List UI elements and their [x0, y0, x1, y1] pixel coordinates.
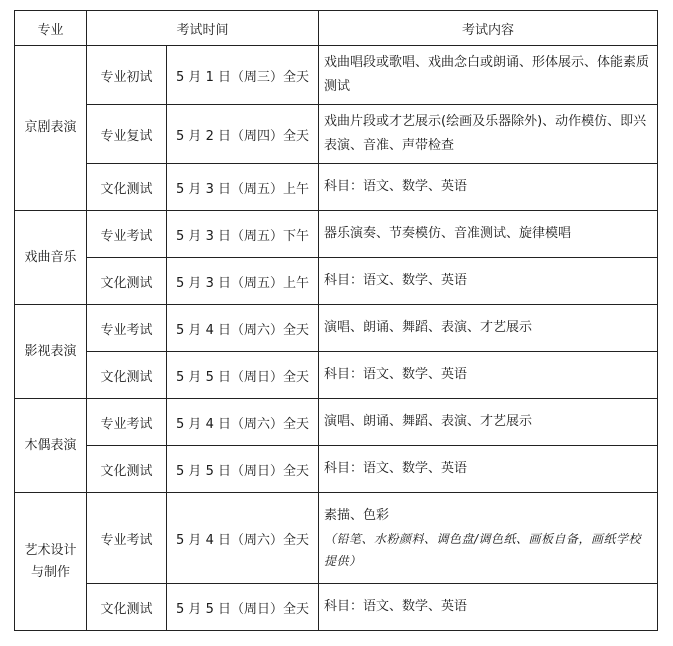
major-cell: 戏曲音乐 — [15, 211, 87, 305]
exam-time-cell: 5 月 4 日（周六）全天 — [167, 493, 319, 584]
table-row — [15, 584, 658, 631]
exam-type-cell: 文化测试 — [87, 446, 167, 493]
exam-content-cell: 器乐演奏、节奏模仿、音准测试、旋律模唱 — [319, 211, 658, 258]
exam-time-cell: 5 月 4 日（周六）全天 — [167, 305, 319, 352]
header-time: 考试时间 — [87, 11, 319, 46]
exam-type-cell: 文化测试 — [87, 258, 167, 305]
exam-type-cell: 文化测试 — [87, 352, 167, 399]
exam-content-cell — [319, 493, 658, 584]
exam-time-cell: 5 月 3 日（周五）下午 — [167, 211, 319, 258]
exam-time-cell: 5 月 5 日（周日）全天 — [167, 584, 319, 631]
exam-time-cell: 5 月 5 日（周日）全天 — [167, 446, 319, 493]
exam-type-cell: 专业考试 — [87, 305, 167, 352]
major-line-2: 与制作 — [30, 564, 70, 580]
exam-type-cell: 文化测试 — [87, 584, 167, 631]
table-row — [15, 305, 658, 352]
exam-content-cell: 戏曲唱段或歌唱、戏曲念白或朗诵、形体展示、体能素质测试 — [319, 46, 658, 105]
exam-content-cell: 科目：语文、数学、英语 — [319, 164, 658, 211]
major-cell — [15, 493, 87, 631]
exam-type-cell: 专业考试 — [87, 493, 167, 584]
exam-type-cell: 专业初试 — [87, 46, 167, 105]
exam-time-cell: 5 月 2 日（周四）全天 — [167, 105, 319, 164]
exam-type-cell: 专业考试 — [87, 211, 167, 258]
major-line-1: 艺术设计 — [24, 542, 77, 558]
exam-content-cell: 科目：语文、数学、英语 — [319, 584, 658, 631]
header-major: 专业 — [15, 11, 87, 46]
exam-content-cell: 演唱、朗诵、舞蹈、表演、才艺展示 — [319, 305, 658, 352]
table-row — [15, 211, 658, 258]
table-row — [15, 258, 658, 305]
table-row — [15, 105, 658, 164]
table-row — [15, 446, 658, 493]
exam-type-cell: 专业考试 — [87, 399, 167, 446]
exam-type-cell: 专业复试 — [87, 105, 167, 164]
table-row — [15, 399, 658, 446]
exam-time-cell: 5 月 5 日（周日）全天 — [167, 352, 319, 399]
exam-content-cell: 科目：语文、数学、英语 — [319, 352, 658, 399]
major-cell: 影视表演 — [15, 305, 87, 399]
table-row — [15, 352, 658, 399]
major-cell: 京剧表演 — [15, 46, 87, 211]
exam-content-cell: 科目：语文、数学、英语 — [319, 258, 658, 305]
table-row — [15, 46, 658, 105]
content-main: 素描、色彩 — [324, 508, 390, 523]
exam-content-cell: 科目：语文、数学、英语 — [319, 446, 658, 493]
exam-type-cell: 文化测试 — [87, 164, 167, 211]
exam-time-cell: 5 月 1 日（周三）全天 — [167, 46, 319, 105]
table-row — [15, 493, 658, 584]
exam-time-cell: 5 月 4 日（周六）全天 — [167, 399, 319, 446]
header-row — [15, 11, 658, 46]
exam-time-cell: 5 月 3 日（周五）上午 — [167, 164, 319, 211]
materials-note: （铅笔、水粉颜料、调色盘/调色纸、画板自备，画纸学校提供） — [324, 532, 642, 568]
exam-schedule-table — [14, 10, 658, 631]
major-cell: 木偶表演 — [15, 399, 87, 493]
header-content: 考试内容 — [319, 11, 658, 46]
exam-time-cell: 5 月 3 日（周五）上午 — [167, 258, 319, 305]
exam-content-cell: 演唱、朗诵、舞蹈、表演、才艺展示 — [319, 399, 658, 446]
exam-content-cell: 戏曲片段或才艺展示(绘画及乐器除外)、动作模仿、即兴表演、音准、声带检查 — [319, 105, 658, 164]
table-row — [15, 164, 658, 211]
